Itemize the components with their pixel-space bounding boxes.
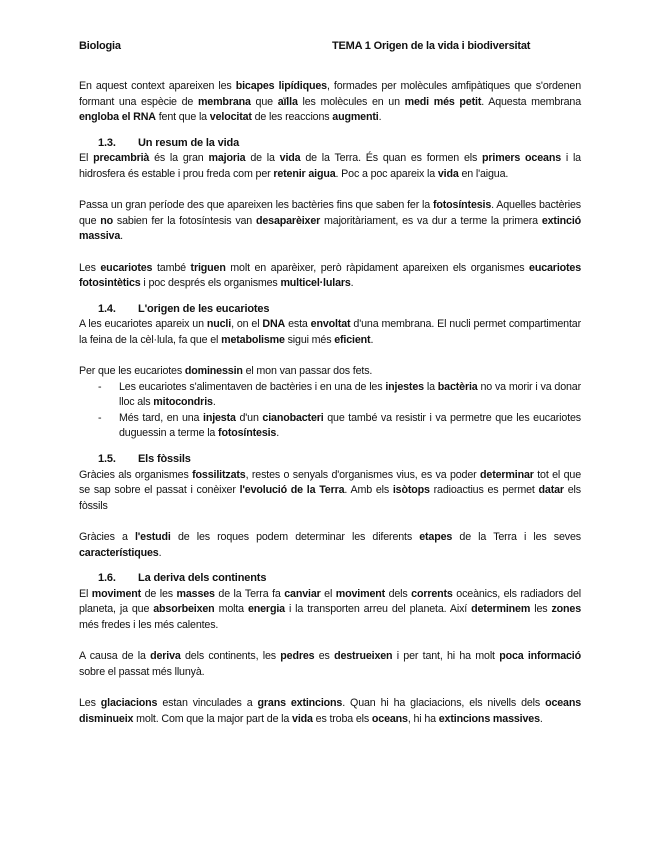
paragraph-s16-1: El moviment de les masses de la Terra fa canviar el moviment dels corrents oceànics, els radiadors del planeta, ja que absorbeixen molta energia i la transporten arreu del planeta. Així determinem les zones més fredes i les més calentes. (79, 587, 581, 631)
bold-term: nucli (206, 318, 232, 331)
bold-term: no (100, 214, 114, 227)
bold-term: dominessin (184, 365, 243, 378)
bold-term: fotosíntesis (432, 199, 492, 212)
dash-marker: - (98, 411, 102, 424)
bold-term: eucariotes fotosintètics (79, 261, 582, 290)
bold-term: envoltat (310, 318, 351, 331)
bold-term: moviment (335, 587, 386, 600)
section-heading-1-5 (79, 452, 581, 468)
bold-term: masses (176, 587, 215, 600)
bold-term: absorbeixen (153, 603, 215, 616)
section-number: 1.4. (98, 302, 116, 315)
bold-term: l'evolució de la Terra (239, 484, 345, 497)
paragraph-s16-2: A causa de la deriva dels continents, les pedres es destrueixen i per tant, hi ha molt poca informació sobre el passat més llunyà. (79, 650, 581, 678)
list-item (79, 411, 581, 442)
bold-term: oceans (371, 712, 408, 725)
list-item (79, 380, 581, 411)
section-number: 1.6. (98, 572, 116, 585)
bold-term: membrana (197, 95, 251, 108)
bold-term: retenir aigua (273, 167, 336, 180)
bold-term: mitocondris (153, 396, 213, 409)
bold-term: majoria (208, 152, 246, 165)
bold-term: fossilitzats (192, 468, 246, 481)
bold-term: aïlla (277, 95, 298, 108)
bold-term: extincions massives (438, 712, 540, 725)
bold-term: pedres (280, 650, 315, 663)
bold-term: metabolisme (221, 333, 285, 346)
bold-term: canviar (284, 587, 321, 600)
bold-term: isòtops (392, 484, 430, 497)
bold-term: fotosíntesis (218, 427, 277, 440)
list-item-text: Les eucariotes s'alimentaven de bactèries i en una de les injestes la bactèria no va morir i va donar lloc als mitocondris. (119, 380, 581, 409)
bold-term: energia (247, 603, 285, 616)
paragraph-intro: En aquest context apareixen les bicapes lipídiques, formades per molècules amfipàtiques que s'ordenen formant una espècie de membrana que aïlla les molècules en un medi més petit. Aquesta membrana engloba el RNA fent que la velocitat de les reaccions augmenti. (79, 80, 582, 124)
section-number: 1.5. (98, 453, 116, 466)
bold-term: desaparèixer (256, 214, 321, 227)
bold-term: glaciacions (100, 696, 158, 709)
section-heading-1-3 (79, 136, 581, 152)
bold-term: multicel·lulars (280, 277, 351, 290)
bold-term: grans extincions (257, 696, 343, 709)
bold-term: cianobacteri (262, 411, 324, 424)
bullet-list (79, 380, 581, 442)
bold-term: augmenti (332, 111, 379, 124)
section-number: 1.3. (98, 136, 116, 149)
bold-term: eucariotes (100, 261, 153, 274)
bold-term: disminueix (79, 712, 134, 725)
bold-term: bicapes lipídiques (235, 80, 327, 92)
document-body (79, 79, 581, 727)
bold-term: injestes (385, 380, 424, 393)
bold-term: poca informació (499, 650, 581, 663)
bold-term: vida (279, 152, 301, 165)
bold-term: engloba el RNA (79, 111, 156, 124)
dash-marker: - (98, 380, 102, 393)
section-title: Els fòssils (138, 453, 191, 466)
paragraph-s15-1: Gràcies als organismes fossilitzats, restes o senyals d'organismes vius, es va poder determinar tot el que se sap sobre el passat i conèixer l'evolució de la Terra. Amb els isòtops radioactius es permet datar els fòssils (79, 468, 582, 512)
bold-term: vida (292, 712, 313, 725)
bold-term: etapes (419, 531, 453, 544)
paragraph-s13-3: Les eucariotes també triguen molt en aparèixer, però ràpidament apareixen els organismes eucariotes fotosintètics i poc després els organismes multicel·lulars. (79, 261, 582, 290)
list-item-text: Més tard, en una injesta d'un cianobacteri que també va resistir i va permetre que les eucariotes duguessin a terme la fotosíntesis. (119, 411, 581, 440)
paragraph-s13-1: El precambrià és la gran majoria de la vida de la Terra. És quan es formen els primers oceans i la hidrosfera és estable i prou freda com per retenir aigua. Poc a poc apareix la vida en l'aigua. (79, 152, 581, 180)
header-topic: TEMA 1 Origen de la vida i biodiversitat (332, 40, 531, 52)
bold-term: bactèria (437, 380, 478, 393)
paragraph-s14-2: Per que les eucariotes dominessin el mon van passar dos fets. (79, 365, 373, 378)
bold-term: determinar (480, 468, 534, 481)
bold-term: extinció massiva (79, 214, 582, 243)
bold-term: característiques (79, 546, 159, 559)
bold-term: vida (437, 167, 459, 180)
bold-term: deriva (150, 650, 181, 663)
paragraph-s13-2: Passa un gran període des que apareixen les bactèries fins que saben fer la fotosíntesis. Aquelles bactèries que no sabien fer la fotosíntesis van desaparèixer majoritàriament, es va dur a terme la primera extinció massiva. (79, 199, 582, 243)
paragraph-s16-3: Les glaciacions estan vinculades a grans extincions. Quan hi ha glaciacions, els nivells dels oceans disminueix molt. Com que la major part de la vida es troba els oceans, hi ha extincions massives. (79, 696, 581, 725)
section-title: La deriva dels continents (138, 572, 267, 585)
bold-term: injesta (203, 411, 236, 424)
section-heading-1-4 (79, 302, 581, 318)
paragraph-s14-1: A les eucariotes apareix un nucli, on el DNA esta envoltat d'una membrana. El nucli permet compartimentar la feina de la cèl·lula, fa que el metabolisme sigui més eficient. (79, 318, 581, 346)
bold-term: triguen (190, 261, 226, 274)
bold-term: eficient (334, 333, 371, 346)
bold-term: datar (538, 484, 564, 497)
bold-term: zones (551, 603, 581, 616)
paragraph-s15-2: Gràcies a l'estudi de les roques podem determinar les diferents etapes de la Terra i les seves característiques. (79, 531, 581, 559)
section-title: L'origen de les eucariotes (138, 302, 270, 315)
bold-term: precambrià (93, 152, 150, 165)
bold-term: medi més petit (404, 95, 482, 108)
header-subject: Biologia (79, 40, 121, 52)
bold-term: primers oceans (482, 152, 561, 165)
bold-term: l'estudi (134, 531, 171, 544)
bold-term: oceans (545, 696, 581, 709)
bold-term: velocitat (209, 111, 252, 124)
section-title: Un resum de la vida (138, 136, 240, 149)
bold-term: corrents (411, 587, 453, 600)
bold-term: destrueixen (334, 650, 393, 663)
section-heading-1-6 (79, 571, 581, 587)
bold-term: DNA (262, 318, 286, 331)
bold-term: determinem (471, 603, 531, 616)
bold-term: moviment (91, 587, 142, 600)
